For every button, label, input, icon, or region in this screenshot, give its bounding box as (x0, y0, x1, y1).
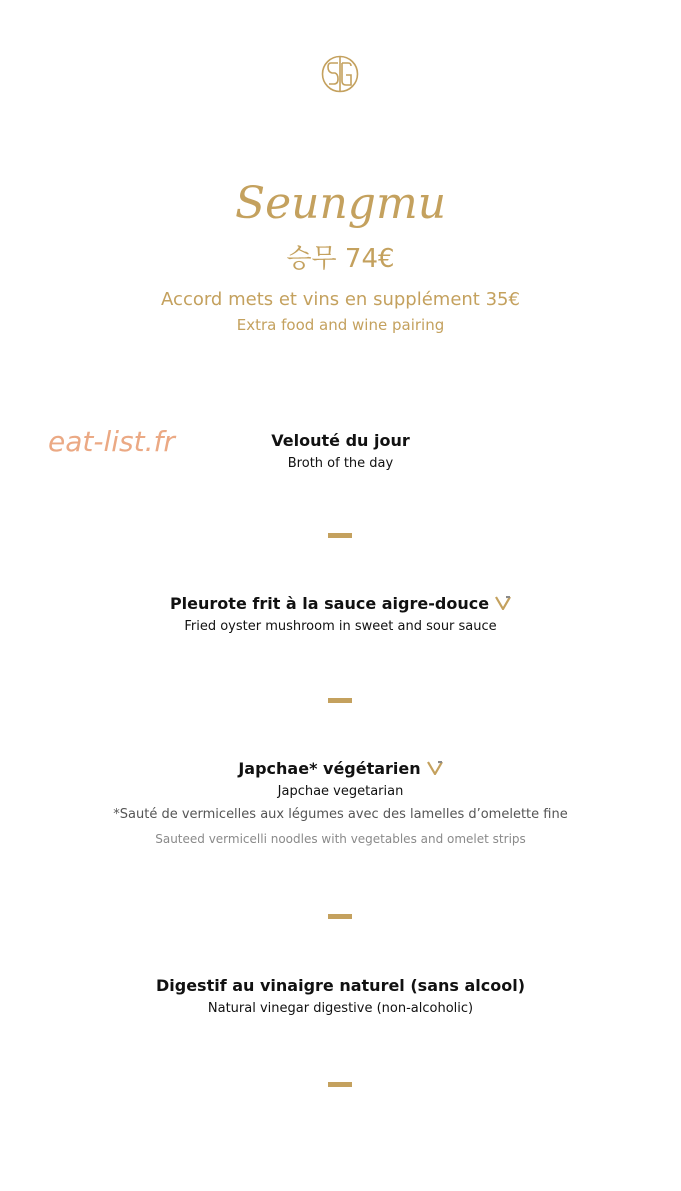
dish-name-en: Fried oyster mushroom in sweet and sour sauce (184, 619, 497, 634)
menu-price: 승무 74€ (286, 244, 395, 274)
menu-title: Seungmu (234, 178, 447, 229)
wine-pairing-fr: Accord mets et vins en supplément 35€ (161, 289, 520, 310)
course-4 (0, 974, 681, 1020)
section-divider (328, 1082, 352, 1087)
vegetarian-icon (495, 596, 511, 610)
dish-name-en: Broth of the day (287, 456, 394, 471)
dish-description-fr: *Sauté de vermicelles aux légumes avec des lamelles d’omelette fine (113, 807, 568, 822)
watermark: eat-list.fr (48, 425, 175, 458)
dish-name-text: Japchae* végétarien (238, 759, 421, 778)
dish-description-en: Sauteed vermicelli noodles with vegetables and omelet strips (155, 832, 526, 846)
course-3 (0, 757, 681, 851)
restaurant-logo-icon (320, 54, 360, 94)
course-2 (0, 592, 681, 638)
wine-pairing-en: Extra food and wine pairing (236, 316, 445, 334)
dish-name-fr (0, 757, 681, 781)
course-1 (0, 429, 681, 475)
section-divider (328, 914, 352, 919)
dish-name-fr (0, 592, 681, 616)
dish-name-en: Natural vinegar digestive (non-alcoholic) (207, 1001, 474, 1016)
vegetarian-icon (427, 761, 443, 775)
dish-name-en: Japchae vegetarian (277, 784, 404, 799)
section-divider (328, 698, 352, 703)
dish-name-text: Pleurote frit à la sauce aigre-douce (169, 594, 490, 613)
dish-name-fr: Velouté du jour (271, 431, 410, 450)
section-divider (328, 533, 352, 538)
dish-name-fr: Digestif au vinaigre naturel (sans alcool) (155, 976, 526, 995)
